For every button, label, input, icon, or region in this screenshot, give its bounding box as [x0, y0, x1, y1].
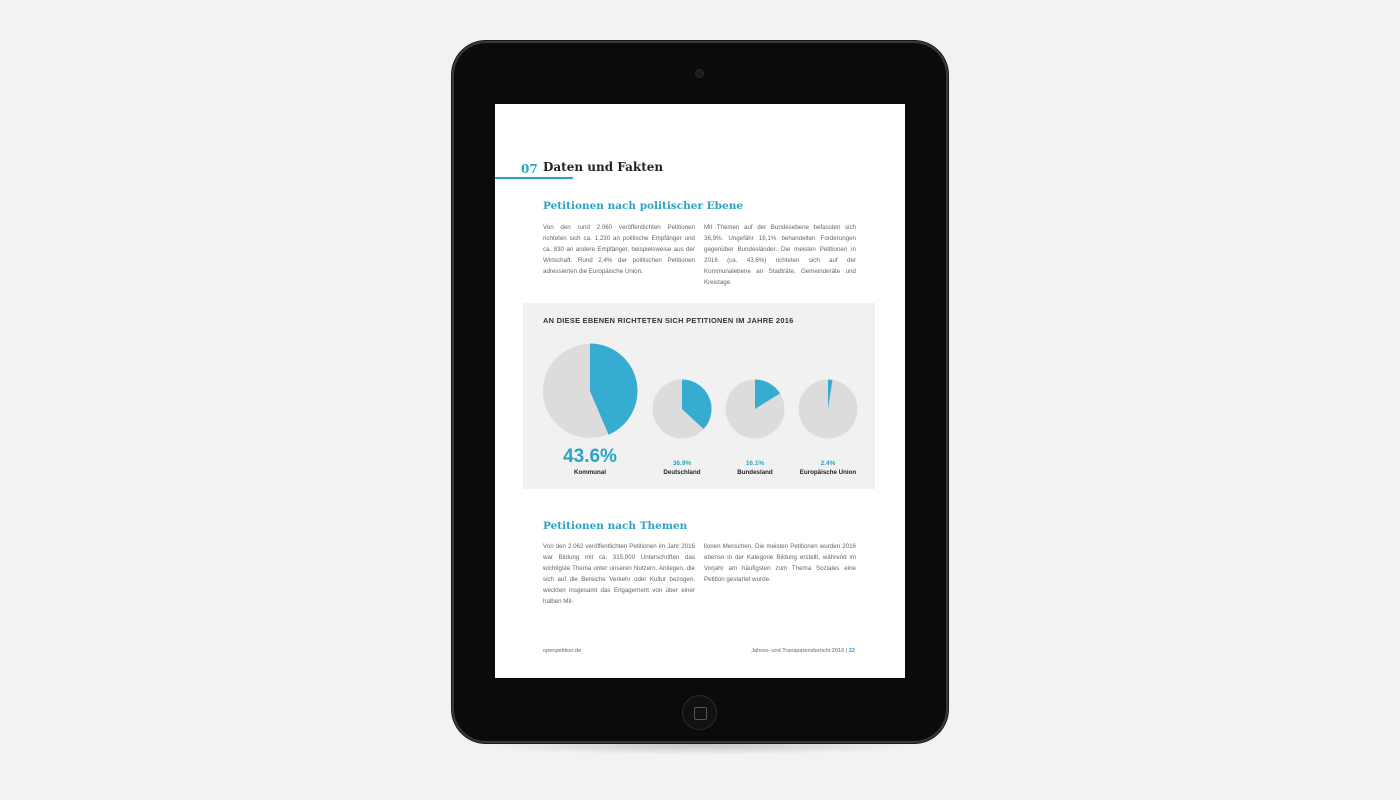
block1-heading: Petitionen nach politischer Ebene [543, 200, 744, 212]
block2-column-left: Von den 2.062 veröffentlichten Petitionen im Jahr 2016 war Bildung mit ca. 315.000 Unterschriften das wichtigste Thema unter unseren Nutzern. Anliegen, die sich auf die Bereiche Verkehr oder Kultur bezogen, weckten insgesamt das Engagement von über einer halben Mil- [543, 543, 695, 605]
label-bundesland: Bundesland [737, 469, 773, 476]
section-header [521, 160, 664, 178]
home-button-icon [694, 707, 707, 720]
pct-bundesland: 16.1% [745, 460, 765, 467]
section-number: 07 [521, 162, 538, 176]
pct-deutschland: 36.9% [672, 460, 692, 467]
section-underline [495, 177, 573, 179]
section-title: Daten und Fakten [543, 160, 664, 174]
tablet-screen [495, 104, 905, 678]
pie-deutschland [652, 379, 712, 439]
block2-heading: Petitionen nach Themen [543, 520, 688, 532]
pie-kommunal [542, 343, 638, 439]
label-deutschland: Deutschland [663, 469, 701, 476]
pie-europaeische-union [798, 379, 858, 439]
footer-right [751, 648, 855, 654]
footer-report-title: Jahres- und Transparenzbericht 2016 [751, 648, 845, 654]
stats-title: AN DIESE EBENEN RICHTETEN SICH PETITIONEN IM JAHRE 2016 [543, 316, 794, 325]
footer-left: openpetition.de [543, 648, 582, 654]
block1-column-left: Von den rund 2.060 veröffentlichten Petitionen richteten sich ca. 1.230 an politische Empfänger und ca. 830 an andere Empfänger, beispielsweise aus der Wirtschaft. Rund 2,4% der politischen Petitionen adressierten die Europäische Union. [543, 224, 695, 275]
footer-separator: | [845, 648, 848, 654]
pct-europaeische-union: 2.4% [820, 460, 836, 467]
label-kommunal: Kommunal [574, 469, 606, 476]
block2-column-right: lionen Menschen. Die meisten Petitionen wurden 2016 ebenso in der Kategorie Bildung erstellt, während im Vorjahr am häufigsten zum Thema Soziales eine Petition gestartet wurde. [704, 543, 856, 583]
footer-page-number: 22 [848, 648, 855, 654]
pct-kommunal: 43.6% [563, 446, 617, 467]
home-button[interactable] [682, 695, 717, 730]
camera-icon [696, 70, 703, 77]
block1-column-right: Mit Themen auf der Bundesebene befassten sich 36,9%. Ungefähr 16,1% behandelten Forderungen gegenüber Bundesländer. Die meisten Petitionen in 2016 (ca. 43,6%) richteten sich auf der Kommunalebene an Stadträte, Gemeinderäte und Kreistage. [704, 224, 856, 286]
pie-bundesland [725, 379, 785, 439]
stats-panel [523, 303, 875, 489]
label-europaeische-union: Europäische Union [799, 469, 857, 476]
